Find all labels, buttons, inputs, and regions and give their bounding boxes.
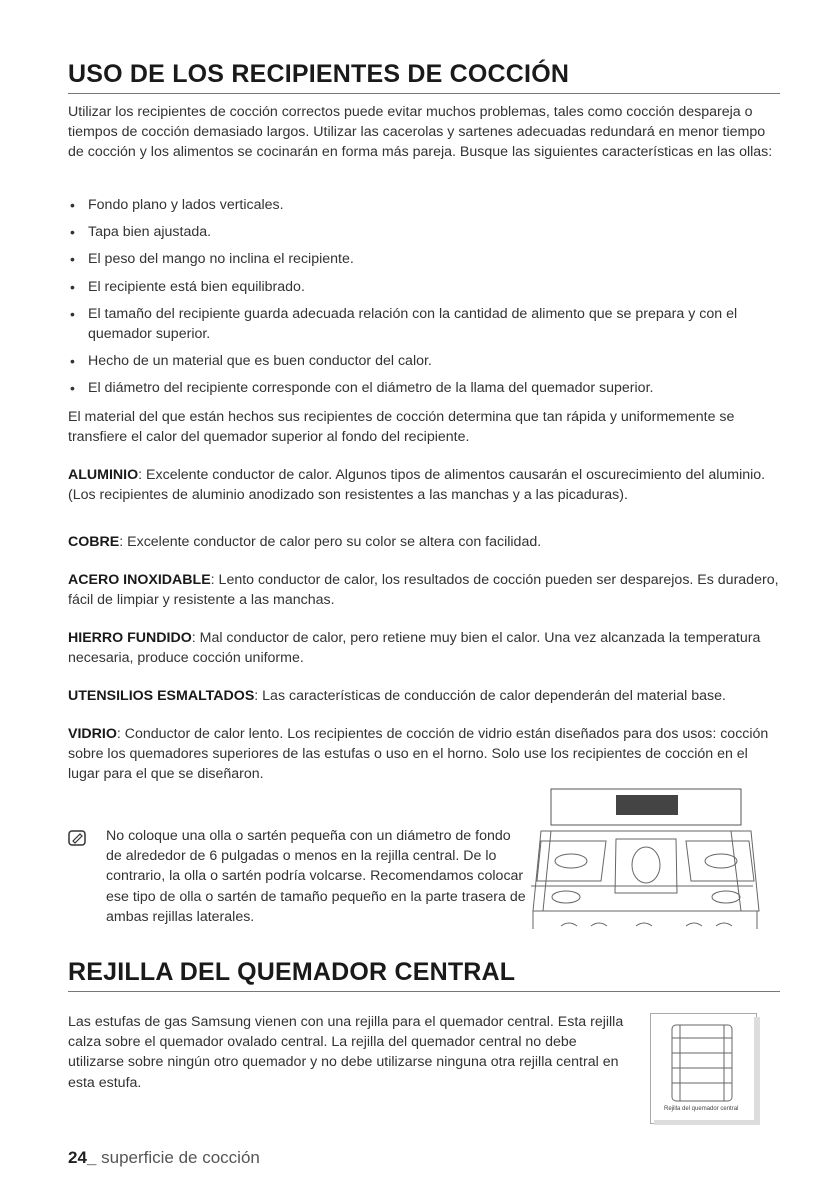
material-description: : Conductor de calor lento. Los recipientes de cocción de vidrio están diseñados para dos usos: cocción sobre los quemadores superiores de las estufas o uso en el horno. Solo use los recipientes de cocción en el lugar para el que se diseñaron. (68, 726, 769, 783)
material-cobre (68, 532, 780, 552)
cooktop-illustration (521, 781, 761, 931)
bullet-icon: • (70, 305, 75, 322)
list-item: • El tamaño del recipiente guarda adecuada relación con la cantidad de alimento que se prepara y con el quemador superior. (70, 305, 738, 343)
material-name: ACERO INOXIDABLE (68, 572, 211, 588)
list-item: • El recipiente está bien equilibrado. (68, 277, 780, 297)
list-item: • Hecho de un material que es buen conductor del calor. (68, 351, 780, 371)
list-item: • El diámetro del recipiente corresponde con el diámetro de la llama del quemador superior. (68, 378, 780, 398)
bullet-icon: • (70, 353, 75, 370)
note-icon (68, 829, 86, 847)
cookware-features-list (68, 195, 780, 406)
material-description: : Excelente conductor de calor. Algunos tipos de alimentos causarán el oscurecimiento del aluminio. (Los recipientes de aluminio anodizado son resistentes a las manchas y a las picaduras). (68, 467, 766, 504)
bullet-icon: • (70, 278, 75, 295)
material-description: : Las características de conducción de calor dependerán del material base. (254, 688, 726, 704)
figure-caption: Rejilla del quemador central (664, 1106, 739, 1112)
material-aluminio (68, 465, 780, 505)
footer-section-name: superficie de cocción (96, 1148, 260, 1167)
material-description: : Mal conductor de calor, pero retiene muy bien el calor. Una vez alcanzada la temperatura necesaria, produce cocción uniforme. (68, 630, 761, 667)
section-title-cookware: USO DE LOS RECIPIENTES DE COCCIÓN (68, 60, 780, 94)
section-title-center-grate: REJILLA DEL QUEMADOR CENTRAL (68, 958, 780, 992)
material-vidrio (68, 724, 780, 785)
material-intro-paragraph: El material del que están hechos sus recipientes de cocción determina que tan rápida y uniformemente se transfiere el calor del quemador superior al fondo del recipiente. (68, 409, 735, 446)
center-grate-paragraph: Las estufas de gas Samsung vienen con una rejilla para el quemador central. Esta rejilla calza sobre el quemador ovalado central. La rejilla del quemador central no debe utilizarse sobre ningún otro quemador y no debe utilizarse ninguna otra rejilla central en esta estufa. (68, 1014, 624, 1091)
material-name: VIDRIO (68, 726, 117, 742)
material-acero-inoxidable (68, 570, 780, 610)
material-name: ALUMINIO (68, 467, 139, 483)
material-description: : Excelente conductor de calor pero su color se altera con facilidad. (119, 534, 542, 550)
material-utensilios-esmaltados (68, 686, 780, 706)
bullet-icon: • (70, 197, 75, 213)
bullet-icon: • (70, 251, 75, 268)
material-name: UTENSILIOS ESMALTADOS (68, 688, 255, 704)
material-hierro-fundido (68, 628, 780, 668)
page-number: 24 (68, 1148, 87, 1167)
note-paragraph: No coloque una olla o sartén pequeña con un diámetro de fondo de alrededor de 6 pulgadas o menos en la rejilla central. De lo contrario, la olla o sartén podría volcarse. Recomendamos colocar ese tipo de olla o sartén de tamaño pequeño en la parte trasera de ambas rejillas laterales. (106, 828, 526, 925)
material-name: HIERRO FUNDIDO (68, 630, 192, 646)
material-name: COBRE (68, 534, 120, 550)
list-item: • Tapa bien ajustada. (68, 222, 780, 242)
cookware-intro-paragraph: Utilizar los recipientes de cocción correctos puede evitar muchos problemas, tales como cocción despareja o tiempos de cocción demasiado largos. Utilizar las cacerolas y sartenes adecuadas redundará en menor tiempo de cocción y los alimentos se cocinarán en forma más pareja. Busque las siguientes características en las ollas: (68, 104, 773, 161)
page-footer (68, 1148, 260, 1168)
material-description: : Lento conductor de calor, los resultados de cocción pueden ser desparejos. Es duradero, fácil de limpiar y resistente a las manchas. (68, 572, 779, 609)
list-item: • Fondo plano y lados verticales. (68, 195, 780, 215)
center-grate-figure (650, 1013, 760, 1125)
page-separator: _ (86, 1148, 97, 1167)
bullet-icon: • (70, 224, 75, 241)
list-item: • El peso del mango no inclina el recipiente. (68, 249, 780, 269)
bullet-icon: • (70, 380, 75, 397)
